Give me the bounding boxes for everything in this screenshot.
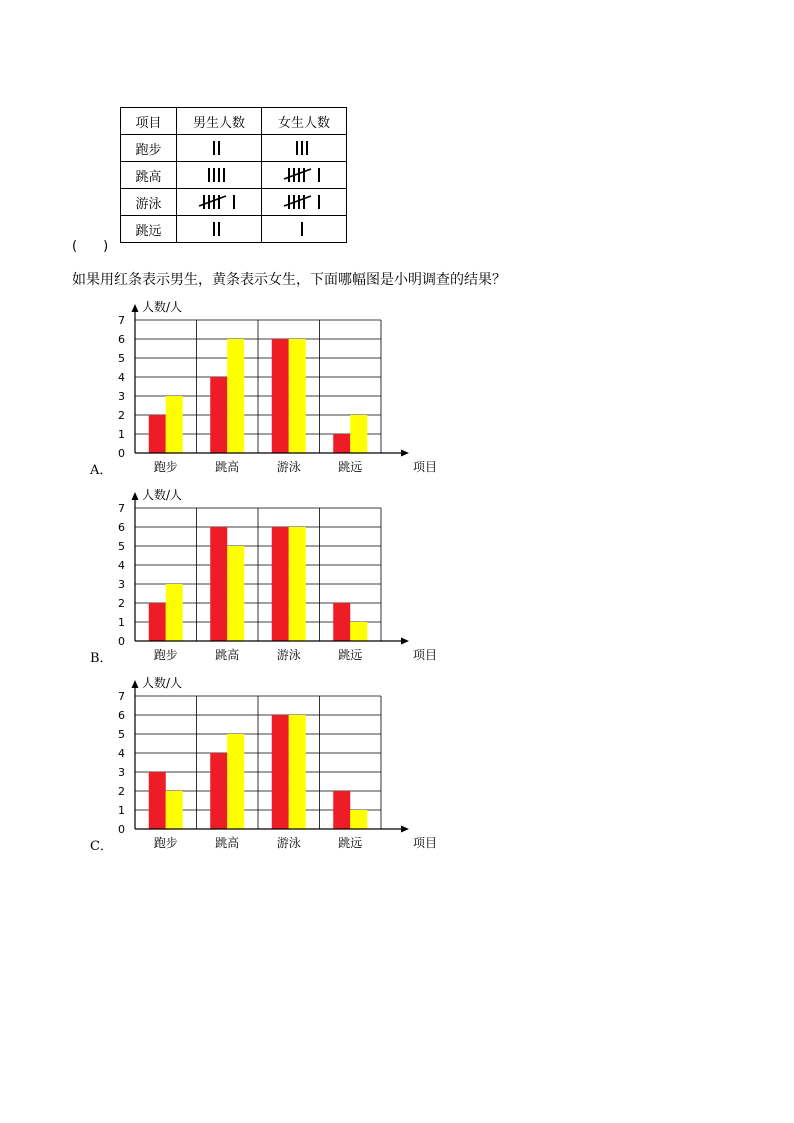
y-axis-title: 人数/人 [142,676,183,690]
bar-girls [166,584,183,641]
y-tick-label: 0 [118,823,125,836]
girls-tally-cell [262,189,347,216]
y-tick-label: 6 [118,521,125,534]
y-tick-label: 1 [118,616,125,629]
tally-marks [283,192,326,212]
y-tick-label: 2 [118,785,125,798]
x-tick-label: 跳远 [338,836,363,850]
bar-girls [289,339,306,453]
y-axis-arrow [132,304,139,312]
y-axis-title: 人数/人 [142,300,183,314]
bar-girls [350,415,367,453]
girls-tally-cell [262,216,347,243]
bar-boys [210,753,227,829]
y-tick-label: 4 [118,371,125,384]
y-axis-title: 人数/人 [142,488,183,502]
y-tick-label: 5 [118,352,125,365]
x-axis-title: 项目 [413,460,438,474]
bar-boys [272,339,289,453]
tally-marks [295,138,314,158]
x-tick-label: 游泳 [276,648,301,662]
table-item-cell: 跳远 [121,216,177,243]
boys-tally-cell [177,216,262,243]
x-axis-arrow [401,638,409,645]
bar-chart-svg [90,673,438,853]
bar-girls [166,791,183,829]
tally-marks [283,165,326,185]
table-row [121,189,347,216]
y-tick-label: 6 [118,709,125,722]
bar-girls [350,810,367,829]
x-tick-label: 跳远 [338,648,363,662]
bar-girls [227,734,244,829]
x-tick-label: 跑步 [153,460,178,474]
x-tick-label: 跑步 [153,836,178,850]
table-header-cell: 女生人数 [262,108,347,135]
tally-table [120,107,347,243]
option-label: C． [90,839,113,854]
x-axis-arrow [401,826,409,833]
x-tick-label: 跳高 [215,648,240,662]
answer-parentheses: ( ) [72,239,109,254]
x-tick-label: 跳高 [215,460,240,474]
table-header-cell: 男生人数 [177,108,262,135]
bar-boys [333,603,350,641]
option-label: B． [90,651,113,666]
y-tick-label: 0 [118,447,125,460]
table-row [121,135,347,162]
y-tick-label: 2 [118,597,125,610]
bar-boys [149,415,166,453]
y-tick-label: 7 [118,502,125,515]
y-tick-label: 2 [118,409,125,422]
y-tick-label: 4 [118,747,125,760]
bar-boys [210,377,227,453]
table-header-cell: 项目 [121,108,177,135]
x-axis-arrow [401,450,409,457]
x-axis-title: 项目 [413,648,438,662]
bar-boys [272,715,289,829]
bar-girls [166,396,183,453]
y-tick-label: 3 [118,766,125,779]
x-tick-label: 跳远 [338,460,363,474]
bar-girls [289,715,306,829]
boys-tally-cell [177,162,262,189]
x-tick-label: 游泳 [276,460,301,474]
y-tick-label: 0 [118,635,125,648]
tally-marks [198,192,241,212]
y-tick-label: 5 [118,728,125,741]
boys-tally-cell [177,189,262,216]
tally-marks [300,219,309,239]
bar-boys [333,791,350,829]
x-tick-label: 游泳 [276,836,301,850]
table-header-row [121,108,347,135]
x-tick-label: 跑步 [153,648,178,662]
y-tick-label: 5 [118,540,125,553]
bar-girls [350,622,367,641]
bar-boys [210,527,227,641]
bar-girls [227,546,244,641]
question-text: 如果用红条表示男生，黄条表示女生，下面哪幅图是小明调查的结果？ [72,272,506,288]
bar-boys [272,527,289,641]
y-tick-label: 1 [118,804,125,817]
y-tick-label: 6 [118,333,125,346]
tally-marks [207,165,231,185]
table-item-cell: 游泳 [121,189,177,216]
bar-chart-svg [90,485,438,665]
girls-tally-cell [262,162,347,189]
y-tick-label: 7 [118,690,125,703]
y-tick-label: 7 [118,314,125,327]
y-tick-label: 4 [118,559,125,572]
bar-girls [289,527,306,641]
table-row [121,216,347,243]
y-axis-arrow [132,492,139,500]
bar-boys [149,603,166,641]
bar-boys [149,772,166,829]
table-item-cell: 跑步 [121,135,177,162]
boys-tally-cell [177,135,262,162]
x-tick-label: 跳高 [215,836,240,850]
tally-marks [212,138,226,158]
bar-girls [227,339,244,453]
bar-boys [333,434,350,453]
y-tick-label: 3 [118,390,125,403]
table-row [121,162,347,189]
girls-tally-cell [262,135,347,162]
x-axis-title: 项目 [413,836,438,850]
y-axis-arrow [132,680,139,688]
bar-chart-svg [90,297,438,477]
table-item-cell: 跳高 [121,162,177,189]
y-tick-label: 1 [118,428,125,441]
y-tick-label: 3 [118,578,125,591]
option-label: A． [90,463,113,478]
tally-marks [212,219,226,239]
